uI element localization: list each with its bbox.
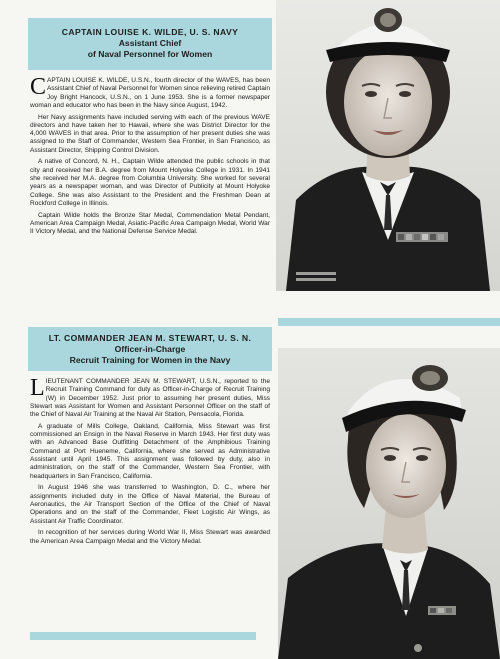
section2-paragraph: LIEUTENANT COMMANDER JEAN M. STEWART, U.S.N., reported to the Recruit Training Command for duty as Officer-in-Charge of Recruit Training (W) in December 1952. Just prior to assuming her present duties, Miss Stewart was Assistant for Women and Assistant Personnel Officer on the staff of the Chief of Naval Air Training at the Naval Air Station, Pensacola, Florida.: [30, 375, 270, 419]
section2-header: [28, 327, 272, 371]
section2-paragraph: In August 1946 she was transferred to Washington, D. C., where her assignments included duty in the Office of Naval Material, the Bureau of Aeronautics, the Air Transport Section of the Office of the Chief of Naval Operations and on the staff of the Commander, Fleet Logistic Air Wings, as Assistant Air Traffic Coordinator.: [30, 484, 270, 525]
section1-role-line2: of Naval Personnel for Women: [87, 49, 213, 59]
section2-dropcap: L: [30, 375, 45, 401]
section1-dropcap: C: [30, 74, 47, 100]
section1-paragraph: CAPTAIN LOUISE K. WILDE, U.S.N., fourth director of the WAVES, has been Assistant Chief of Naval Personnel for Women since relieving retired Captain Joy Bright Hancock, U.S.N., on 1 June 1953. She is a former newspaper woman and educator who has been in the Navy since August, 1942.: [30, 74, 270, 109]
section2-role-line2: Recruit Training for Women in the Navy: [69, 355, 231, 365]
section1-header: [28, 18, 272, 70]
section2-name: LT. COMMANDER JEAN M. STEWART, U. S. N.: [48, 333, 252, 343]
divider-bar-right: [278, 318, 500, 326]
portrait-photo-captain-wilde: [276, 0, 500, 291]
section2-body: [30, 375, 270, 549]
section1-paragraph: Her Navy assignments have included serving with each of the previous WAVE directors and have taken her to Hawaii, where she was District Director for the 4,000 WAVES in that area. Prior to the assumption of her present duties she was assigned to the Staff of Commander, Western Sea Frontier, in San Francisco, as Assistant Director, Shipping Control Division.: [30, 113, 270, 154]
section1-paragraph: A native of Concord, N. H., Captain Wilde attended the public schools in that city and received her B.A. degree from Mount Holyoke College in 1931. In 1941 she received her M.A. degree from Columbia University. She worked for several years as a newspaper woman, and was Director of Publicity at Mount Holyoke College. She was also Assistant to the President and the Freshman Dean at Rockford College in Illinois.: [30, 158, 270, 207]
portrait-photo-lt-commander-stewart: [278, 348, 500, 659]
section1-name: CAPTAIN LOUISE K. WILDE, U. S. NAVY: [61, 27, 239, 37]
section2-paragraph: In recognition of her services during World War II, Miss Stewart was awarded the American Area Campaign Medal and the Victory Medal.: [30, 529, 270, 545]
divider-bar-bottom: [30, 632, 256, 640]
section1-body: [30, 74, 270, 240]
section1-paragraph: Captain Wilde holds the Bronze Star Medal, Commendation Metal Pendant, American Area Campaign Medal, Asiatic-Pacific Area Campaign Medal, World War II Victory Medal, and the National Defense Service Medal.: [30, 211, 270, 236]
section1-role-line1: Assistant Chief: [118, 38, 182, 48]
section2-paragraph: A graduate of Mills College, Oakland, California, Miss Stewart was first commissioned an Ensign in the Naval Reserve in March 1943. Her first duty was with an Advanced Base Outfitting Detachment of the Amphibious Training Command at Port Hueneme, California, where she served as Administrative Assistant until April 1945. This assignment was followed by duty, also in administration, on the staff of the Commander, Western Sea Frontier, with headquarters in San Francisco, California.: [30, 422, 270, 480]
section2-role-line1: Officer-in-Charge: [114, 344, 186, 354]
